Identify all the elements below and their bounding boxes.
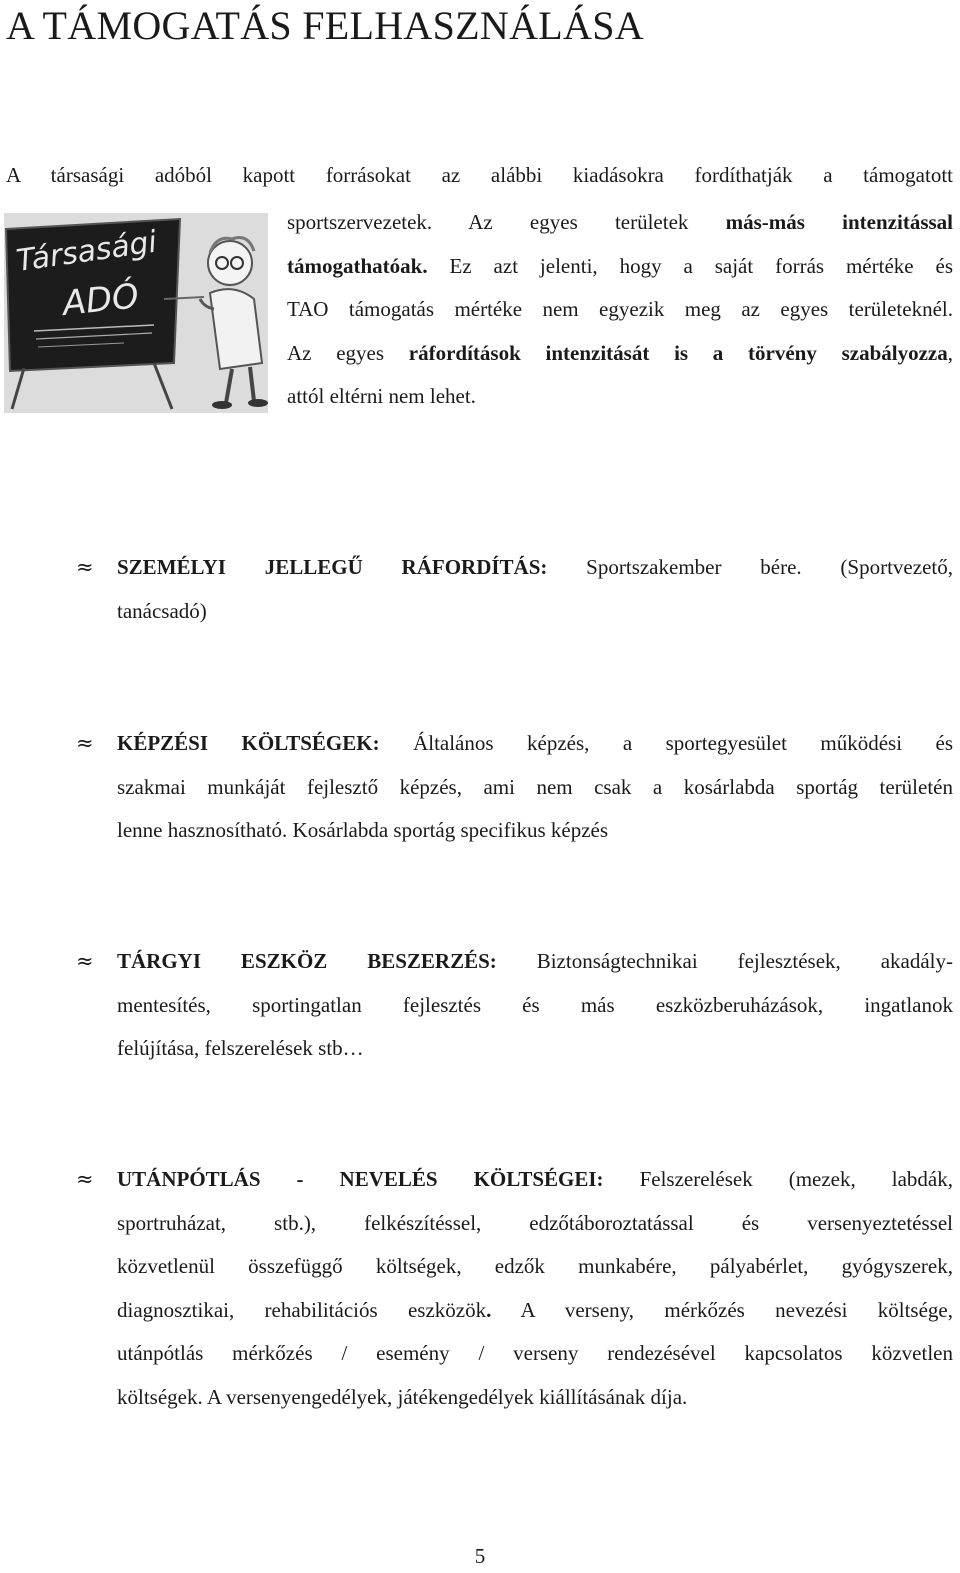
bullet-heading: UTÁNPÓTLÁS - NEVELÉS KÖLTSÉGEI:: [117, 1167, 604, 1191]
bullet-body: Felszerelések (mezek, labdák,: [603, 1167, 953, 1191]
bullet-line: közvetlenül összefüggő költségek, edzők munkabére, pályabérlet, gyógyszerek,: [117, 1254, 953, 1278]
intro-text: ,: [947, 340, 953, 365]
blackboard-text-2: ADÓ: [60, 276, 141, 324]
bullet-line: utánpótlás mérkőzés / esemény / verseny rendezésével kapcsolatos közvetlen: [117, 1341, 953, 1365]
bullet-line: tanácsadó): [117, 598, 207, 623]
bullet-icon: ≈: [76, 731, 94, 755]
page-title: A TÁMOGATÁS FELHASZNÁLÁSA: [6, 3, 644, 48]
bullet-line: [117, 722, 953, 766]
intro-line: [287, 332, 953, 376]
bullet-line: szakmai munkáját fejlesztő képzés, ami nem csak a kosárlabda sportág területén: [117, 774, 953, 799]
bullet-item-personal: [0, 546, 953, 633]
bullet-line: felújítása, felszerelések stb…: [117, 1036, 364, 1060]
intro-line: [287, 245, 953, 289]
bullet-line: sportruházat, stb.), felkészítéssel, edzőtáboroztatással és versenyeztetéssel: [117, 1210, 953, 1235]
intro-paragraph: [287, 201, 953, 419]
bullet-text: [117, 940, 953, 1071]
bullet-line: költségek. A versenyengedélyek, játékengedélyek kiállításának díja.: [117, 1384, 688, 1409]
bullet-icon: ≈: [76, 1167, 94, 1191]
bullet-line: mentesítés, sportingatlan fejlesztés és más eszközberuházások, ingatlanok: [117, 992, 953, 1017]
bullet-text: [117, 722, 953, 853]
page-number: 5: [474, 1544, 486, 1568]
bullet-text: [117, 1158, 953, 1419]
bullet-body: Általános képzés, a sportegyesület működési és: [379, 731, 953, 755]
tax-cartoon-illustration: [4, 213, 268, 413]
blackboard-text-1: Társasági: [14, 224, 160, 279]
bullet-line: [117, 1289, 953, 1333]
bullet-line: lenne hasznosítható. Kosárlabda sportág specifikus képzés: [117, 818, 609, 842]
bullet-item-youth: [0, 1158, 953, 1419]
bullet-text: [117, 546, 953, 633]
bullet-line: [117, 1158, 953, 1202]
intro-emphasis: ráfordítások intenzitását is a törvény szabályozza: [408, 340, 948, 365]
intro-line: TAO támogatás mértéke nem egyezik meg az egyes területeknél.: [287, 297, 953, 321]
intro-text: sportszervezetek. Az egyes területek: [287, 210, 726, 234]
bullet-heading: KÉPZÉSI KÖLTSÉGEK:: [117, 731, 380, 755]
bullet-item-training: [0, 722, 953, 853]
bullet-icon: ≈: [76, 555, 94, 579]
intro-emphasis: más-más intenzitással: [725, 210, 953, 234]
bullet-body: A verseny, mérkőzés nevezési költsége,: [491, 1297, 953, 1322]
intro-line: [287, 201, 953, 245]
bullet-line: [117, 546, 953, 590]
bullet-body: Sportszakember bére. (Sportvezető,: [547, 555, 953, 579]
bullet-item-assets: [0, 940, 953, 1071]
bullet-heading: SZEMÉLYI JELLEGŰ RÁFORDÍTÁS:: [117, 555, 548, 579]
bullet-emphasis: .: [486, 1297, 492, 1322]
bullet-icon: ≈: [76, 949, 94, 973]
intro-text: Ez azt jelenti, hogy a saját forrás mértéke és: [427, 253, 953, 278]
bullet-line: [117, 940, 953, 984]
intro-text: Az egyes: [287, 340, 409, 365]
intro-first-line: A társasági adóból kapott forrásokat az alábbi kiadásokra fordíthatják a támogatott: [6, 163, 953, 187]
intro-emphasis: támogathatóak.: [287, 253, 428, 278]
bullet-heading: TÁRGYI ESZKÖZ BESZERZÉS:: [117, 949, 497, 973]
cartoon-image: [4, 213, 268, 413]
bullet-body: diagnosztikai, rehabilitációs eszközök: [117, 1297, 487, 1322]
intro-line: attól eltérni nem lehet.: [287, 384, 476, 408]
bullet-body: Biztonságtechnikai fejlesztések, akadály-: [496, 949, 953, 973]
